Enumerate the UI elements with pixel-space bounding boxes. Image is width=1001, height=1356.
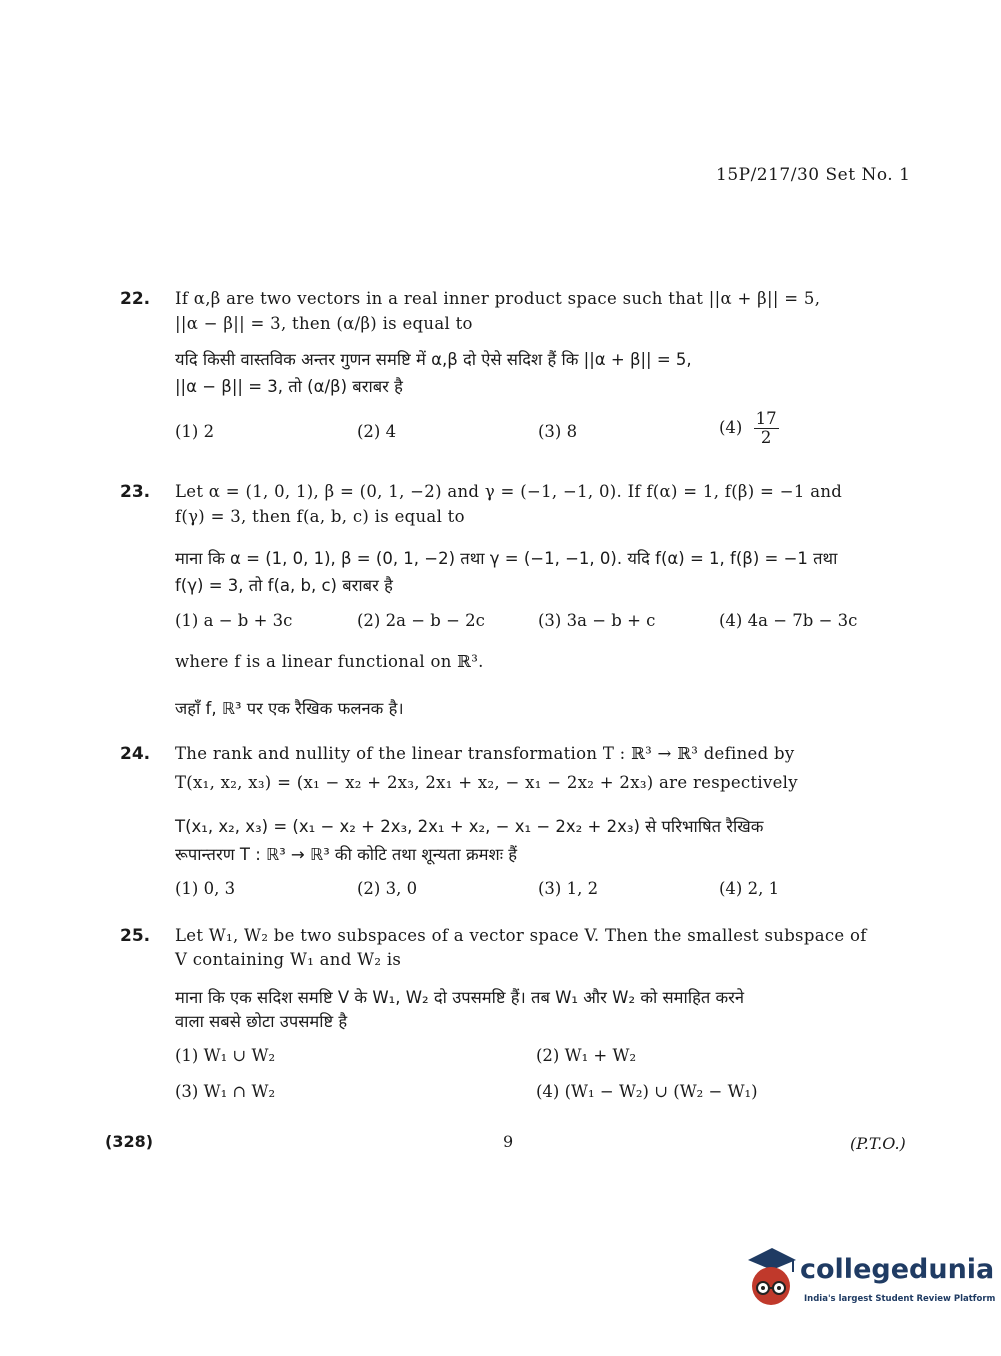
option-1: (1) W₁ ∪ W₂ <box>175 1046 276 1065</box>
option-4: (4) 4a − 7b − 3c <box>719 611 858 630</box>
question-text-hi: ||α − β|| = 3, तो (α/β) बराबर है <box>175 377 403 396</box>
option-1: (1) a − b + 3c <box>175 611 293 630</box>
option-4: (4) (W₁ − W₂) ∪ (W₂ − W₁) <box>536 1082 758 1101</box>
question-text-hi: f(γ) = 3, तो f(a, b, c) बराबर है <box>175 576 393 595</box>
question-text-hi: T(x₁, x₂, x₃) = (x₁ − x₂ + 2x₃, 2x₁ + x₂, − x₁ − 2x₂ + 2x₃) से परिभाषित रैखिक <box>175 817 764 836</box>
question-text-en: V containing W₁ and W₂ is <box>175 950 402 969</box>
pto-label: (P.T.O.) <box>850 1134 906 1153</box>
question-text-en: f(γ) = 3, then f(a, b, c) is equal to <box>175 507 465 526</box>
page-number: 9 <box>503 1132 514 1151</box>
fraction <box>754 410 779 447</box>
question-text-en: ||α − β|| = 3, then (α/β) is equal to <box>175 314 473 333</box>
option-1: (1) 0, 3 <box>175 879 236 898</box>
option-2: (2) 3, 0 <box>357 879 418 898</box>
logo-tagline: India's largest Student Review Platform <box>804 1294 996 1304</box>
question-number: 22. <box>120 289 151 309</box>
option-2: (2) W₁ + W₂ <box>536 1046 637 1065</box>
question-text-en: Let α = (1, 0, 1), β = (0, 1, −2) and γ = (−1, −1, 0). If f(α) = 1, f(β) = −1 and <box>175 482 843 501</box>
question-number: 23. <box>120 482 151 502</box>
question-text-en: Let W₁, W₂ be two subspaces of a vector space V. Then the smallest subspace of <box>175 926 867 945</box>
logo-wordmark: collegedunia <box>800 1254 995 1285</box>
question-number: 24. <box>120 744 151 764</box>
note-hi: जहाँ f, ℝ³ पर एक रैखिक फलनक है। <box>175 699 404 718</box>
option-1: (1) 2 <box>175 422 215 441</box>
question-number: 25. <box>120 926 151 946</box>
numerator: 17 <box>755 409 777 428</box>
question-text-hi: यदि किसी वास्तविक अन्तर गुणन समष्टि में α,β दो ऐसे सदिश हैं कि ||α + β|| = 5, <box>175 350 692 369</box>
question-text-hi: माना कि एक सदिश समष्टि V के W₁, W₂ दो उपसमष्टि हैं। तब W₁ और W₂ को समाहित करने <box>175 988 745 1007</box>
question-text-hi: वाला सबसे छोटा उपसमष्टि है <box>175 1012 348 1031</box>
option-label: (4) <box>719 418 743 438</box>
option-3: (3) 8 <box>538 422 578 441</box>
denominator: 2 <box>760 428 772 448</box>
option-3: (3) 3a − b + c <box>538 611 656 630</box>
option-3: (3) W₁ ∩ W₂ <box>175 1082 276 1101</box>
question-text-en: If α,β are two vectors in a real inner product space such that ||α + β|| = 5, <box>175 289 821 308</box>
option-4 <box>719 410 779 447</box>
question-text-hi: माना कि α = (1, 0, 1), β = (0, 1, −2) तथा γ = (−1, −1, 0). यदि f(α) = 1, f(β) = −1 तथा <box>175 549 838 568</box>
option-2: (2) 4 <box>357 422 397 441</box>
question-text-en: The rank and nullity of the linear transformation T : ℝ³ → ℝ³ defined by <box>175 744 795 763</box>
collegedunia-logo <box>742 1246 996 1316</box>
option-3: (3) 1, 2 <box>538 879 599 898</box>
footer-code: (328) <box>105 1132 154 1151</box>
question-text-en: T(x₁, x₂, x₃) = (x₁ − x₂ + 2x₃, 2x₁ + x₂, − x₁ − 2x₂ + 2x₃) are respectively <box>175 773 798 792</box>
note-en: where f is a linear functional on ℝ³. <box>175 652 484 671</box>
option-2: (2) 2a − b − 2c <box>357 611 485 630</box>
mascot-icon <box>742 1246 800 1312</box>
option-4: (4) 2, 1 <box>719 879 780 898</box>
question-text-hi: रूपान्तरण T : ℝ³ → ℝ³ की कोटि तथा शून्यता क्रमशः हैं <box>175 845 518 864</box>
paper-code: 15P/217/30 Set No. 1 <box>716 165 911 185</box>
